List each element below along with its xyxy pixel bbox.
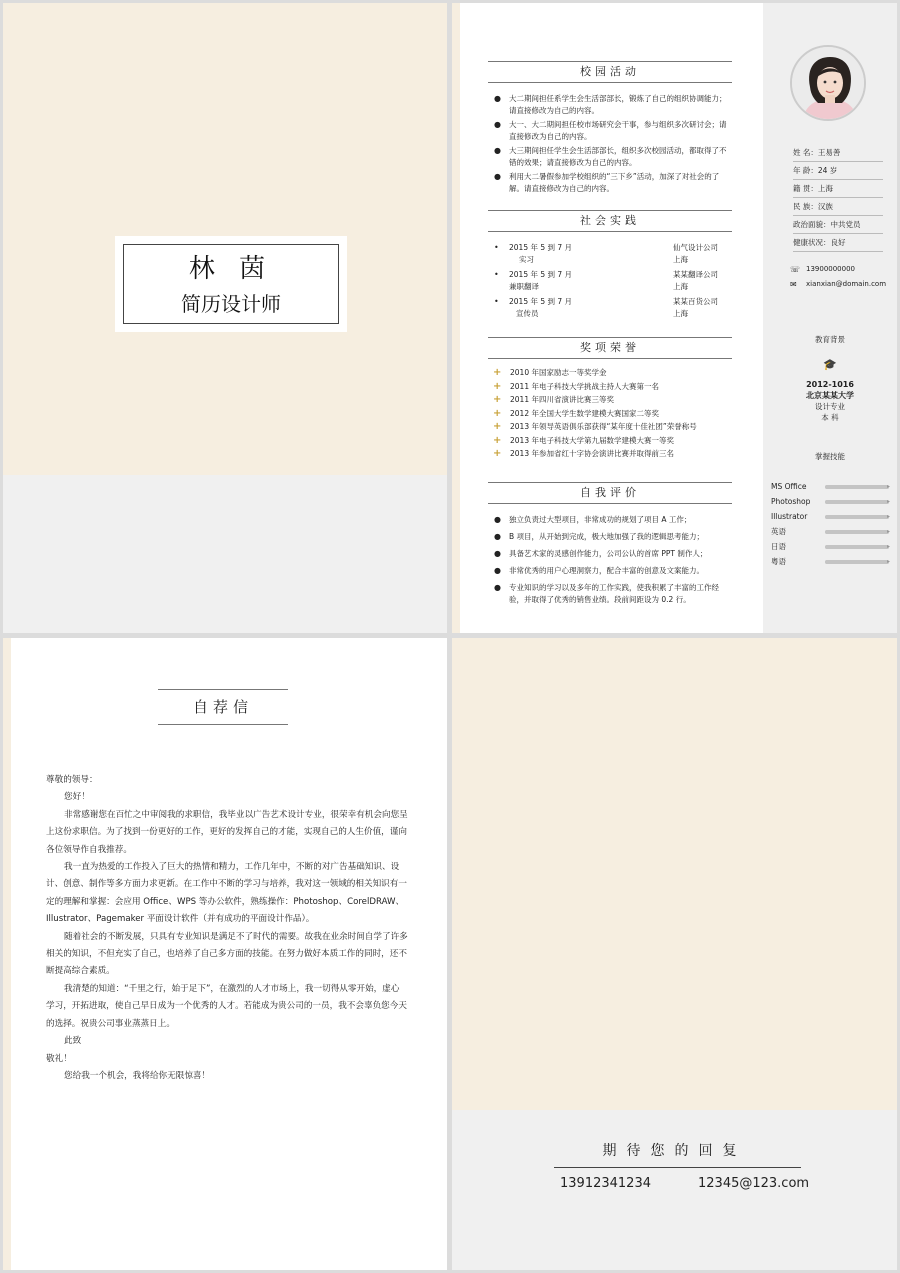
practice-list [492, 242, 732, 323]
education-major: 设计专业 [815, 402, 845, 411]
drop-bullet-icon: ● [494, 532, 501, 541]
cover-letter-page [3, 638, 447, 1270]
self-eval-list [492, 514, 732, 608]
list-item: ● 大一、大二期间担任校市场研究会干事，参与组织多次研讨会；请直接修改为自己的内容。 [494, 120, 727, 141]
list-item: ● B 项目，从开始到完成，极大地加强了我的逻辑思考能力； [494, 532, 705, 541]
personal-info [793, 144, 883, 252]
back-email: 12345@123.com [698, 1176, 810, 1191]
practice-row [492, 242, 732, 269]
skill-row: 粤语 ▸ [771, 557, 890, 566]
bullet-icon: • [494, 270, 499, 279]
education-block [763, 379, 897, 423]
back-phone: 13912341234 [560, 1176, 651, 1191]
info-row-hometown: 籍 贯：上海 [793, 180, 883, 198]
contact-info [790, 262, 886, 292]
contact-email: ✉ xianxian@domain.com [790, 277, 886, 292]
letter-greeting: 您好！ [64, 792, 90, 803]
campus-list [492, 93, 732, 197]
skill-bar-fill [825, 530, 889, 534]
practice-date: 2015 年 5 到 7 月 [509, 297, 573, 306]
letter-salutation: 尊敬的领导： [46, 775, 98, 785]
name-card-frame [123, 244, 339, 324]
letter-body [46, 772, 408, 1085]
list-item: + 2013 年电子科技大学第九届数学建模大赛一等奖 [493, 434, 674, 446]
letter-paragraph: 我清楚的知道：“千里之行，始于足下”，在激烈的人才市场上，我一切得从零开始，虚心学习，开拓进取，使自己早日成为一个优秀的人才。若能成为贵公司的一员，我不会辜负您今天的选择。祝贵公司事业蒸蒸日上。 [46, 983, 407, 1029]
arrow-right-icon: ▸ [886, 483, 890, 490]
skills-title: 掌握技能 [815, 452, 845, 461]
letter-left-strip [3, 638, 11, 1270]
plus-icon: + [493, 448, 502, 459]
drop-bullet-icon: ● [494, 549, 501, 558]
skill-bar [825, 530, 889, 534]
info-row-name: 姓 名：王易善 [793, 144, 883, 162]
info-row-health: 健康状况：良好 [793, 234, 883, 252]
list-item: + 2012 年全国大学生数学建模大赛国家二等奖 [493, 407, 659, 419]
practice-location: 上海 [673, 255, 688, 264]
practice-section-title: 社会实践 [488, 210, 732, 232]
cover-name: 林 茵 [188, 254, 274, 284]
list-item: ● 非常优秀的用户心理洞察力，配合丰富的创意及文案能力。 [494, 566, 704, 575]
skill-bar-fill [825, 485, 889, 489]
bullet-icon: • [494, 243, 499, 252]
list-item: ● 大三期间担任学生会生活部部长，组织多次校园活动，都取得了不错的效果；请直接修改为自己的内容。 [494, 146, 727, 167]
drop-bullet-icon: ● [494, 566, 501, 575]
practice-location: 上海 [673, 309, 688, 318]
mail-icon: ✉ [790, 280, 797, 289]
education-period: 2012-1016 [806, 380, 854, 389]
plus-icon: + [493, 367, 502, 378]
drop-bullet-icon: ● [494, 120, 501, 129]
skill-bar [825, 560, 889, 564]
skill-row: 日语 ▸ [771, 542, 890, 551]
list-item: + 2013 年参加省红十字协会演讲比赛并取得前三名 [493, 448, 674, 459]
skill-row: 英语 ▸ [771, 527, 890, 536]
letter-regards: 敬礼！ [46, 1053, 72, 1064]
practice-row [492, 269, 732, 296]
info-row-ethnicity: 民 族：汉族 [793, 198, 883, 216]
list-item: ● 具备艺术家的灵感创作能力，公司公认的首席 PPT 制作人； [494, 549, 708, 558]
name-card [115, 236, 347, 332]
drop-bullet-icon: ● [494, 94, 501, 103]
letter-paragraph: 非常感谢您在百忙之中审阅我的求职信，我毕业以广告艺术设计专业，很荣幸有机会向您呈上这份求职信。为了找到一份更好的工作，更好的发挥自己的才能，实现自己的人生价值，谨向各位领导作自我推荐。 [46, 809, 408, 855]
list-item: + 2010 年国家励志一等奖学金 [493, 367, 607, 378]
practice-date: 2015 年 5 到 7 月 [509, 243, 573, 252]
phone-icon: ☏ [790, 265, 801, 274]
letter-postscript: 您给我一个机会，我将给你无限惊喜！ [64, 1070, 211, 1081]
info-row-age: 年 龄：24 岁 [793, 162, 883, 180]
back-page [452, 638, 897, 1270]
education-degree: 本 科 [821, 413, 839, 422]
cover-role: 简历设计师 [181, 292, 281, 316]
list-item: + 2011 年电子科技大学挑战主持人大赛第一名 [493, 380, 659, 392]
arrow-right-icon: ▸ [886, 498, 890, 505]
plus-icon: + [493, 434, 502, 446]
skill-bar [825, 515, 889, 519]
skill-bar-fill [825, 500, 889, 504]
practice-company: 某某翻译公司 [673, 270, 718, 279]
practice-role: 兼职翻译 [509, 282, 539, 291]
letter-closing: 此致 [64, 1036, 82, 1047]
avatar [790, 45, 866, 121]
plus-icon: + [493, 394, 502, 405]
plus-icon: + [493, 380, 502, 392]
skills-list [771, 479, 893, 569]
resume-page [452, 3, 897, 633]
self-eval-section-title: 自我评价 [488, 482, 732, 504]
arrow-right-icon: ▸ [886, 558, 890, 565]
list-item: + 2011 年四川省演讲比赛三等奖 [493, 394, 614, 405]
letter-paragraph: 随着社会的不断发展，只具有专业知识是满足不了时代的需要。故我在业余时间自学了许多相关的知识，不但充实了自己，也培养了自己多方面的技能。在努力做好本质工作的同时，还不断提高综合素质。 [46, 931, 408, 977]
drop-bullet-icon: ● [494, 515, 501, 524]
practice-row [492, 296, 732, 323]
education-school: 北京某某大学 [806, 391, 854, 400]
arrow-right-icon: ▸ [886, 543, 890, 550]
divider [554, 1167, 801, 1168]
skill-bar [825, 545, 889, 549]
practice-role: 实习 [519, 255, 534, 264]
skill-row: Photoshop ▸ [771, 497, 890, 506]
campus-section-title: 校园活动 [488, 61, 732, 83]
resume-left-strip [452, 3, 460, 633]
education-title: 教育背景 [815, 335, 845, 344]
info-row-political: 政治面貌：中共党员 [793, 216, 883, 234]
arrow-right-icon: ▸ [886, 513, 890, 520]
skill-bar-fill [825, 560, 889, 564]
plus-icon: + [493, 421, 502, 432]
bullet-icon: • [494, 297, 499, 306]
skill-bar-fill [825, 545, 889, 549]
skill-bar [825, 500, 889, 504]
skill-bar [825, 485, 889, 489]
awards-section-title: 奖项荣誉 [488, 337, 732, 359]
practice-company: 某某百货公司 [673, 297, 718, 306]
arrow-right-icon: ▸ [886, 528, 890, 535]
letter-title: 自荐信 [158, 689, 288, 725]
cover-page [3, 3, 447, 633]
practice-location: 上海 [673, 282, 688, 291]
list-item: ● 大二期间担任系学生会生活部部长，锻炼了自己的组织协调能力；请直接修改为自己的内容。 [494, 94, 727, 115]
awards-list [492, 366, 732, 461]
back-beige-panel [452, 638, 897, 1110]
list-item: + 2013 年领导英语俱乐部获得“某年度十佳社团”荣誉称号 [493, 421, 697, 432]
skill-row: Illustrator ▸ [771, 512, 890, 521]
skill-row: MS Office ▸ [771, 482, 890, 491]
contact-phone: ☏ 13900000000 [790, 262, 886, 277]
reply-heading: 期待您的回复 [602, 1143, 747, 1159]
practice-company: 仙气设计公司 [673, 243, 718, 252]
drop-bullet-icon: ● [494, 146, 501, 155]
plus-icon: + [493, 407, 502, 419]
list-item: ● 利用大二暑假参加学校组织的“三下乡”活动，加深了对社会的了解。请直接修改为自己的内容。 [494, 172, 720, 193]
drop-bullet-icon: ● [494, 172, 501, 181]
list-item: ● 专业知识的学习以及多年的工作实践，使我积累了丰富的工作经验，并取得了优秀的销售业绩。段前间距设为 0.2 行。 [494, 583, 719, 604]
practice-date: 2015 年 5 到 7 月 [509, 270, 573, 279]
practice-role: 宣传员 [516, 309, 539, 318]
graduation-cap-icon: 🎓 [823, 358, 837, 371]
letter-paragraph: 我一直为热爱的工作投入了巨大的热情和精力，工作几年中，不断的对广告基础知识、设计、创意、制作等多方面力求更新。在工作中不断的学习与培养，我对这一领域的相关知识有一定的理解和掌握：会应用 Office、WPS 等办公软件，熟练操作：Photoshop、CorelDRAW、Illustrator、Pagemaker 平面设计软件（并有成功的平面设计作品）。 [46, 862, 407, 925]
list-item: ● 独立负责过大型项目，非常成功的规划了项目 A 工作； [494, 515, 692, 524]
skill-bar-fill [825, 515, 889, 519]
drop-bullet-icon: ● [494, 583, 501, 592]
